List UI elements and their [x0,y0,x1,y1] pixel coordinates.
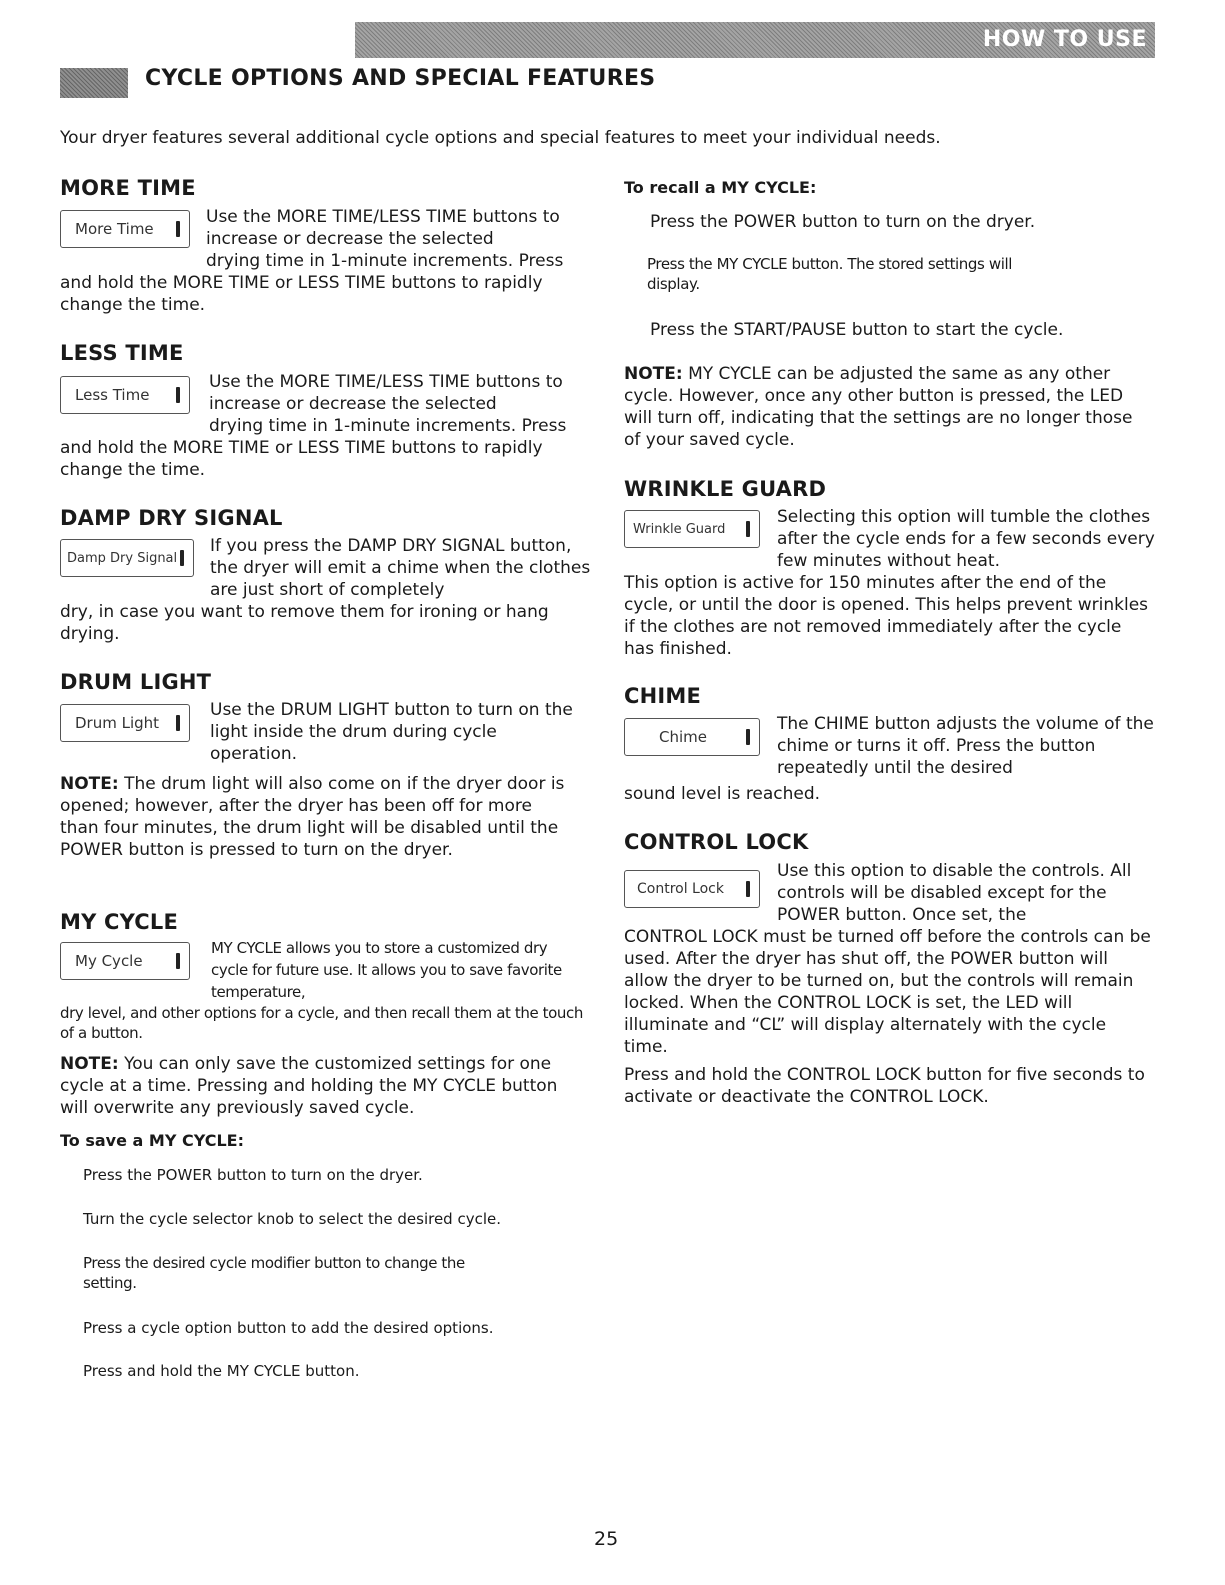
led-indicator-icon [746,521,750,537]
page-number: 25 [594,1528,619,1550]
my-cycle-body: dry level, and other options for a cycle, and then recall them at the touch of a button. [60,1004,583,1042]
button-image-label: Damp Dry Signal [67,550,178,566]
damp-dry-signal-body: dry, in case you want to remove them for ironing or hang drying. [60,602,549,644]
less-time-side-text: Use the MORE TIME/LESS TIME buttons to increase or decrease the selected [209,372,563,414]
save-my-cycle-heading: To save a MY CYCLE: [60,1131,244,1150]
recall-my-cycle-heading: To recall a MY CYCLE: [624,178,817,197]
intro-text: Your dryer features several additional cycle options and special features to meet your individual needs. [60,128,941,148]
control-lock-button-image [624,870,760,908]
button-image-label: Drum Light [75,714,160,732]
button-image-label: Chime [659,728,707,746]
section-tab-label: HOW TO USE [982,27,1147,52]
control-lock-extra: Press and hold the CONTROL LOCK button for five seconds to activate or deactivate the CONTROL LOCK. [624,1065,1145,1107]
drum-light-button-image [60,704,190,742]
wrinkle-guard-body: This option is active for 150 minutes after the end of the cycle, or until the door is opened. This helps prevent wrinkles if the clothes are not removed immediately after the cycle has finished. [624,573,1149,659]
note-text: You can only save the customized settings for one cycle at a time. Pressing and holding the MY CYCLE button will overwrite any previously saved cycle. [60,1054,558,1118]
button-image-label: More Time [75,220,154,238]
control-lock-body: CONTROL LOCK must be turned off before the controls can be used. After the dryer has shut off, the POWER button will allow the dryer to be turned on, but the controls will remain locked. When the CONTROL LOCK is set, the LED will illuminate and “CL” will display alternately with the cycle time. [624,927,1151,1057]
recall-step: Press the POWER button to turn on the dryer. [650,212,1036,232]
title-marker [60,68,128,98]
header-band [355,22,1155,58]
my-cycle-side-text: MY CYCLE allows you to store a customized dry cycle for future use. It allows you to save favorite temperature, [211,939,562,1001]
page-title: CYCLE OPTIONS AND SPECIAL FEATURES [145,66,656,91]
chime-button-image [624,718,760,756]
led-indicator-icon [746,729,750,745]
less-time-button-image [60,376,190,414]
my-cycle-button-image [60,942,190,980]
led-indicator-icon [176,387,180,403]
drum-light-note [60,773,575,861]
drum-light-side-text: Use the DRUM LIGHT button to turn on the light inside the drum during cycle operation. [210,700,573,764]
button-image-label: My Cycle [75,952,143,970]
note-label: NOTE: [624,364,683,384]
note-label: NOTE: [60,774,119,794]
button-image-label: Wrinkle Guard [633,521,726,537]
save-step: Press and hold the MY CYCLE button. [83,1362,360,1380]
recall-step: Press the START/PAUSE button to start the cycle. [650,320,1064,340]
damp-dry-signal-heading: DAMP DRY SIGNAL [60,506,283,530]
control-lock-side-text: Use this option to disable the controls. All controls will be disabled except for the POWER button. Once set, the [777,861,1132,925]
led-indicator-icon [176,715,180,731]
led-indicator-icon [176,221,180,237]
save-step: Press the desired cycle modifier button to change the setting. [83,1254,465,1292]
drum-light-heading: DRUM LIGHT [60,670,212,694]
control-lock-heading: CONTROL LOCK [624,830,809,854]
led-indicator-icon [176,953,180,969]
more-time-body: drying time in 1-minute increments. Press and hold the MORE TIME or LESS TIME buttons to rapidly change the time. [60,251,564,315]
chime-side-text: The CHIME button adjusts the volume of the chime or turns it off. Press the button repeatedly until the desired [777,714,1154,778]
my-cycle-note [60,1053,590,1119]
note-text: MY CYCLE can be adjusted the same as any other cycle. However, once any other button is pressed, the LED will turn off, indicating that the settings are no longer those of your saved cycle. [624,364,1133,450]
more-time-heading: MORE TIME [60,176,196,200]
damp-dry-signal-button-image [60,539,194,577]
save-step: Turn the cycle selector knob to select the desired cycle. [83,1210,502,1228]
note-text: The drum light will also come on if the dryer door is opened; however, after the dryer has been off for more than four minutes, the drum light will be disabled until the POWER button is pressed to turn on the dryer. [60,774,565,860]
button-image-label: Less Time [75,386,150,404]
led-indicator-icon [180,550,184,566]
led-indicator-icon [746,881,750,897]
chime-heading: CHIME [624,684,702,708]
recall-note [624,363,1144,451]
wrinkle-guard-button-image [624,510,760,548]
recall-step: Press the MY CYCLE button. The stored settings will display. [647,255,1012,293]
more-time-button-image [60,210,190,248]
button-image-label: Control Lock [637,881,724,897]
damp-dry-signal-side-text: If you press the DAMP DRY SIGNAL button, the dryer will emit a chime when the clothes are just short of completely [210,536,591,600]
save-step: Press a cycle option button to add the desired options. [83,1319,494,1337]
my-cycle-heading: MY CYCLE [60,910,179,934]
wrinkle-guard-side-text: Selecting this option will tumble the clothes after the cycle ends for a few seconds every few minutes without heat. [777,507,1155,571]
chime-body: sound level is reached. [624,784,821,804]
less-time-body: drying time in 1-minute increments. Press and hold the MORE TIME or LESS TIME buttons to rapidly change the time. [60,416,567,480]
note-label: NOTE: [60,1054,119,1074]
save-step: Press the POWER button to turn on the dryer. [83,1166,423,1184]
more-time-side-text: Use the MORE TIME/LESS TIME buttons to increase or decrease the selected [206,207,560,249]
less-time-heading: LESS TIME [60,341,184,365]
wrinkle-guard-heading: WRINKLE GUARD [624,477,827,501]
